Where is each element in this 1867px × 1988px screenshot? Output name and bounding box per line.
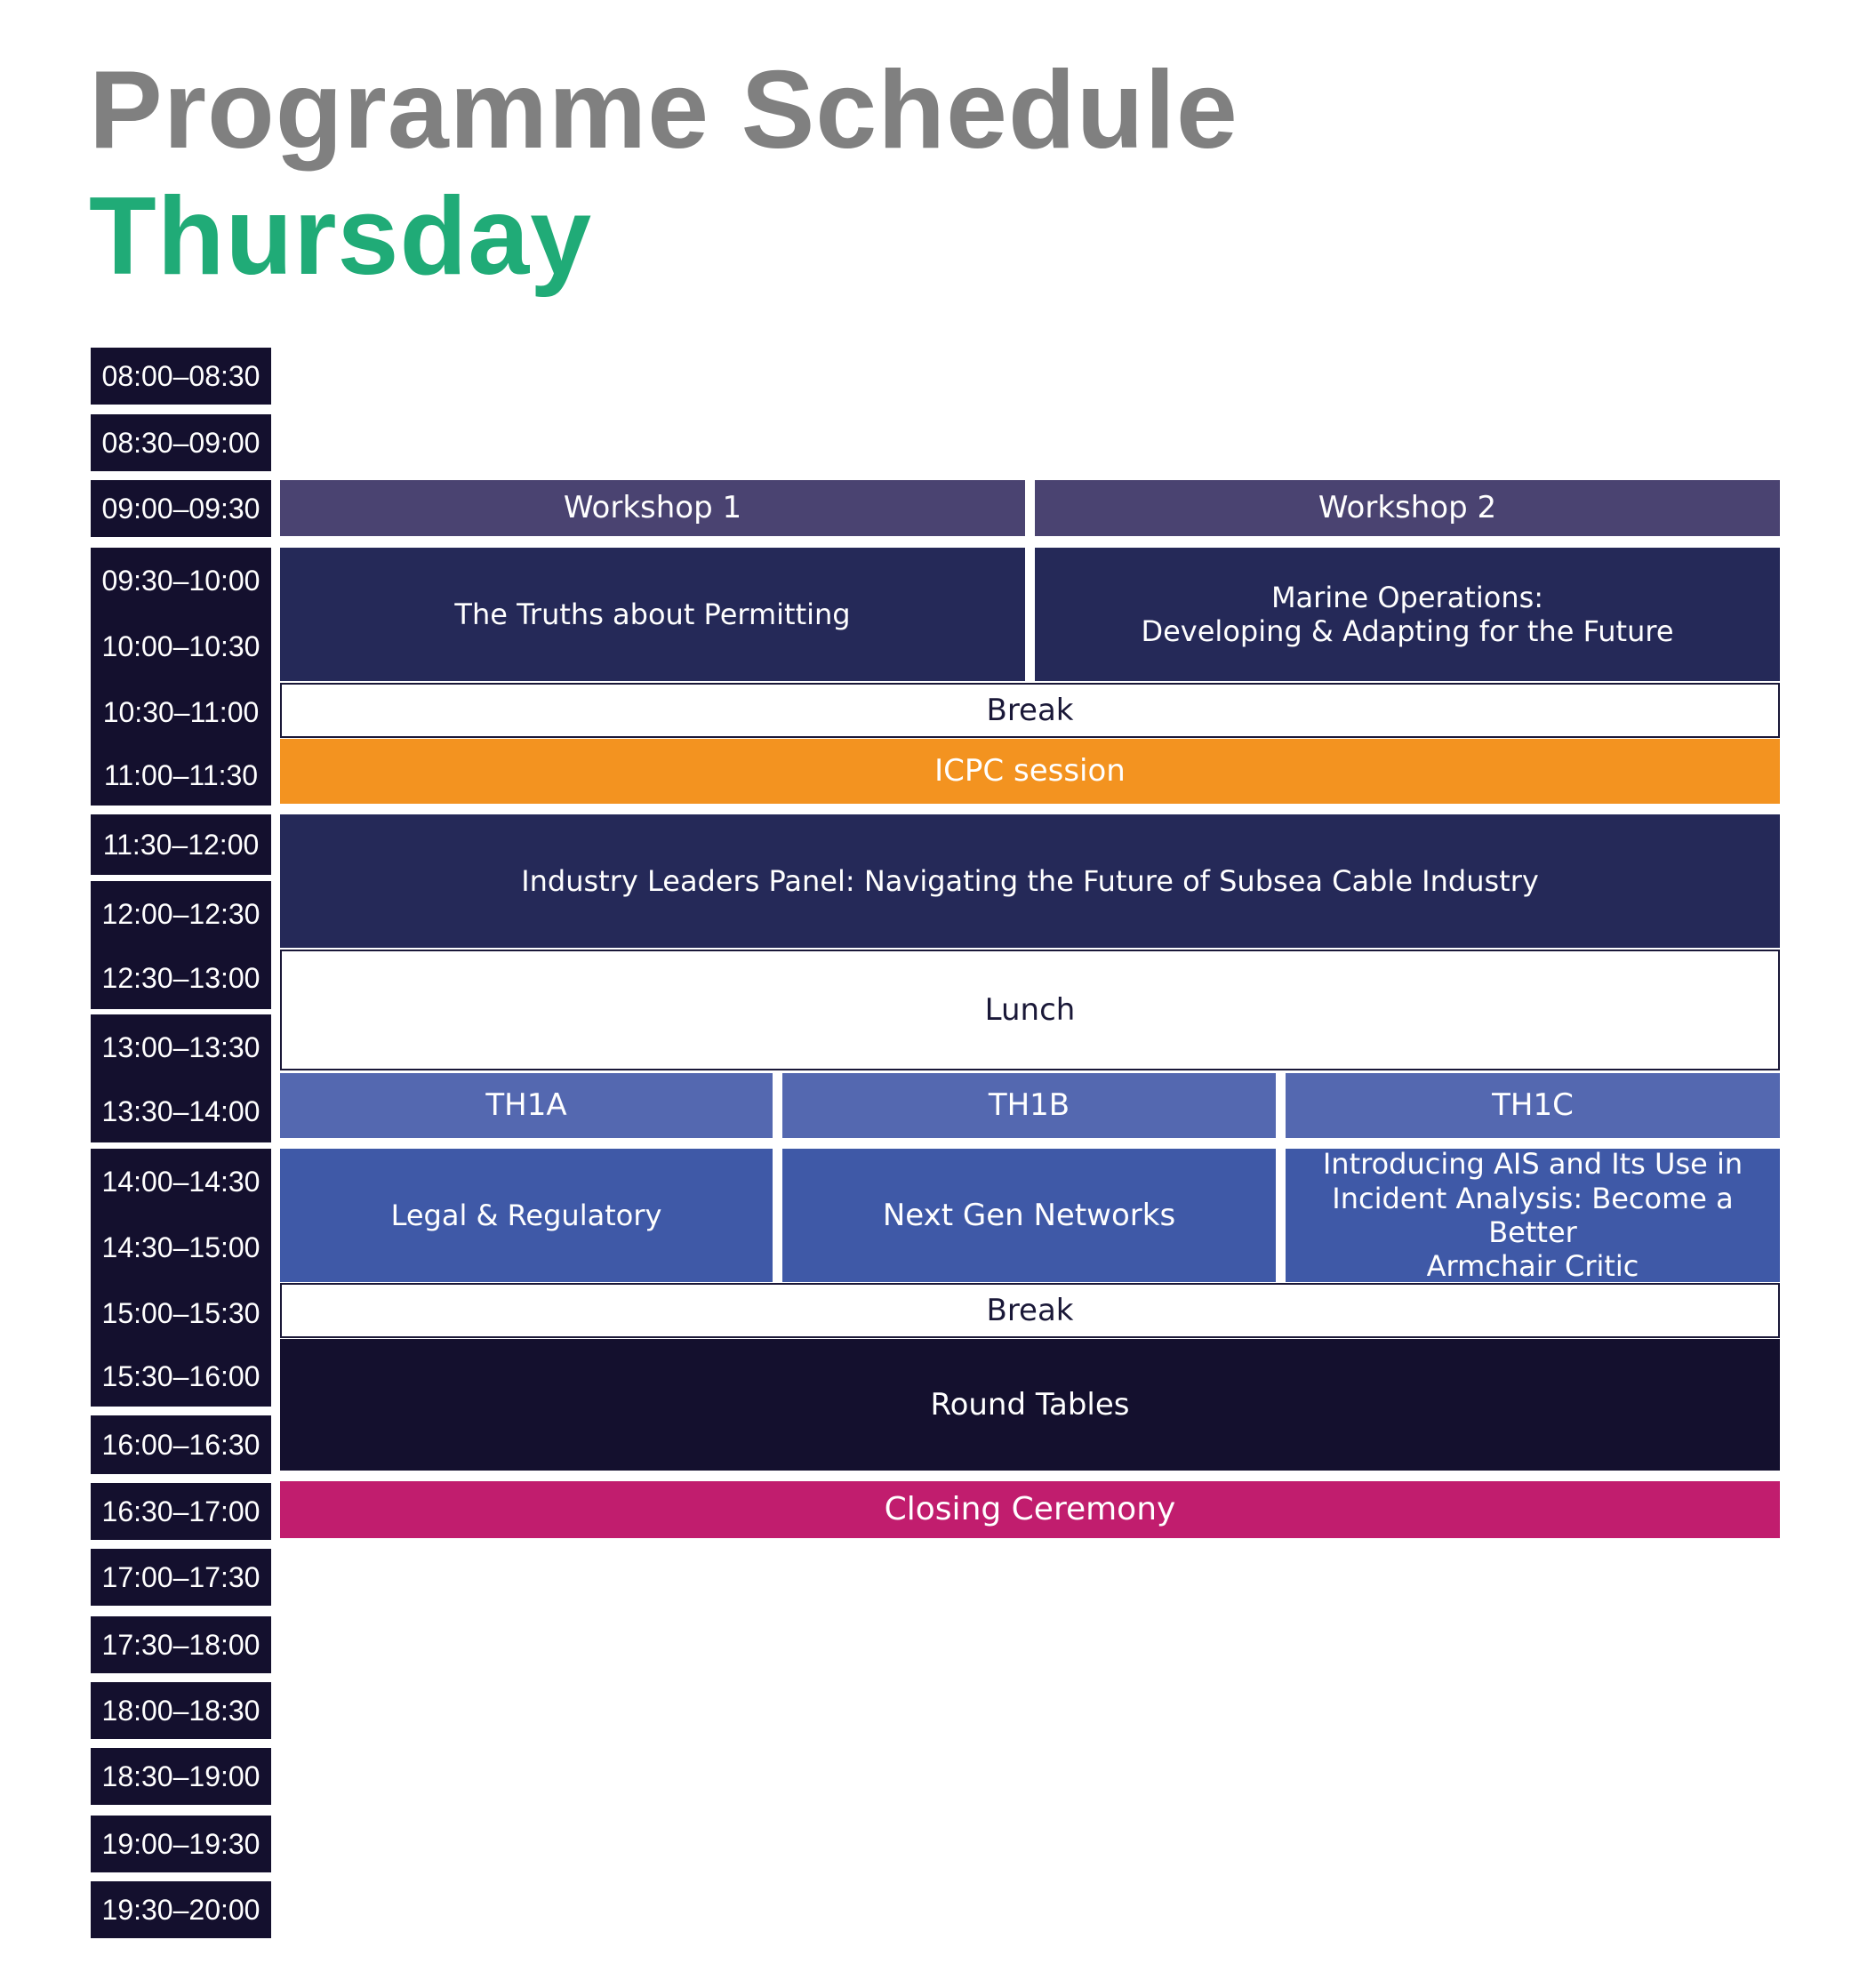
time-slot: 19:00–19:30	[91, 1816, 271, 1872]
track-th1b-header: TH1B	[782, 1073, 1276, 1138]
time-slot: 09:30–10:00	[91, 548, 271, 613]
track-th1c-header: TH1C	[1286, 1073, 1780, 1138]
time-slot: 18:30–19:00	[91, 1748, 271, 1805]
time-slot: 11:30–12:00	[91, 814, 271, 875]
time-slot: 10:00–10:30	[91, 613, 271, 679]
time-slot: 14:00–14:30	[91, 1149, 271, 1214]
lunch: Lunch	[280, 950, 1780, 1070]
break-morning: Break	[280, 683, 1780, 738]
workshop-1-header: Workshop 1	[280, 480, 1025, 536]
time-slot: 18:00–18:30	[91, 1682, 271, 1739]
time-slot: 12:30–13:00	[91, 947, 271, 1009]
session-ais: Introducing AIS and Its Use in Incident Analysis: Become a Better Armchair Critic	[1286, 1149, 1780, 1282]
session-next-gen-networks: Next Gen Networks	[782, 1149, 1276, 1282]
time-slot: 10:30–11:00	[91, 679, 271, 745]
time-slot: 15:30–16:00	[91, 1346, 271, 1407]
page-title: Programme Schedule	[89, 49, 1238, 172]
session-legal-regulatory: Legal & Regulatory	[280, 1149, 773, 1282]
time-slot: 14:30–15:00	[91, 1214, 271, 1280]
time-slot: 13:30–14:00	[91, 1080, 271, 1142]
time-slot: 09:00–09:30	[91, 480, 271, 537]
session-closing-ceremony: Closing Ceremony	[280, 1481, 1780, 1538]
workshop-2-header: Workshop 2	[1035, 480, 1780, 536]
day-title: Thursday	[89, 175, 593, 298]
time-slot: 17:30–18:00	[91, 1616, 271, 1673]
time-slot: 17:00–17:30	[91, 1549, 271, 1606]
time-slot: 19:30–20:00	[91, 1881, 271, 1938]
time-slot: 11:00–11:30	[91, 745, 271, 806]
time-slot: 16:00–16:30	[91, 1415, 271, 1474]
time-slot: 08:30–09:00	[91, 414, 271, 471]
session-round-tables: Round Tables	[280, 1339, 1780, 1471]
session-icpc: ICPC session	[280, 739, 1780, 804]
time-slot: 12:00–12:30	[91, 881, 271, 947]
session-permitting: The Truths about Permitting	[280, 548, 1025, 681]
session-marine-operations: Marine Operations: Developing & Adapting for the Future	[1035, 548, 1780, 681]
time-slot: 15:00–15:30	[91, 1280, 271, 1346]
session-industry-panel: Industry Leaders Panel: Navigating the Future of Subsea Cable Industry	[280, 814, 1780, 948]
time-slot: 13:00–13:30	[91, 1014, 271, 1080]
track-th1a-header: TH1A	[280, 1073, 773, 1138]
break-afternoon: Break	[280, 1283, 1780, 1338]
time-slot: 08:00–08:30	[91, 348, 271, 405]
time-slot: 16:30–17:00	[91, 1483, 271, 1540]
